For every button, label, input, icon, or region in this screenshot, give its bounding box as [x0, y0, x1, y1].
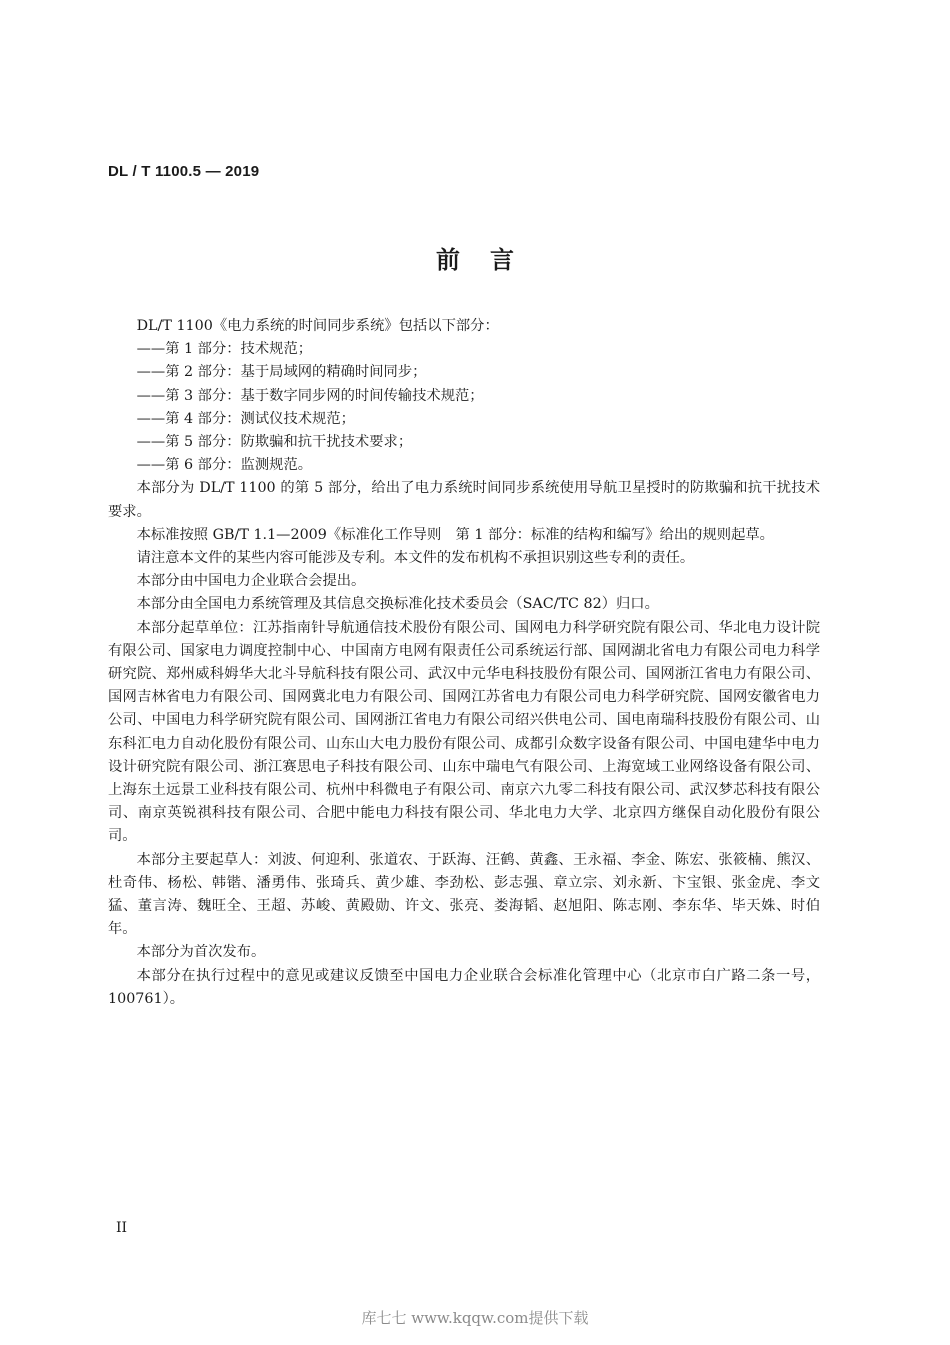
scope-paragraph: 本部分为 DL/T 1100 的第 5 部分，给出了电力系统时间同步系统使用导航卫星授时的防欺骗和抗干扰技术要求。	[108, 480, 820, 520]
drafters-paragraph: 本部分主要起草人：刘波、何迎利、张道农、于跃海、汪鹤、黄鑫、王永福、李金、陈宏、张筱楠、熊汉、杜奇伟、杨松、韩锴、潘勇伟、张琦兵、黄少雄、李劲松、彭志强、章立宗、刘永新、卞宝银、张金虎、李文猛、董言涛、魏旺全、王超、苏峻、黄殿勋、许文、张亮、娄海韬、赵旭阳、陈志刚、李东华、毕天姝、时伯年。	[108, 851, 820, 938]
foreword-body	[108, 315, 820, 1011]
page-number: II	[116, 1220, 128, 1236]
drafting-units-paragraph: 本部分起草单位：江苏指南针导航通信技术股份有限公司、国网电力科学研究院有限公司、华北电力设计院有限公司、国家电力调度控制中心、中国南方电网有限责任公司系统运行部、国网湖北省电力有限公司电力科学研究院、郑州威科姆华大北斗导航科技有限公司、武汉中元华电科技股份有限公司、国网浙江省电力有限公司、国网吉林省电力有限公司、国网冀北电力有限公司、国网江苏省电力有限公司电力科学研究院、国网安徽省电力公司、中国电力科学研究院有限公司、国网浙江省电力有限公司绍兴供电公司、国电南瑞科技股份有限公司、山东科汇电力自动化股份有限公司、山东山大电力股份有限公司、成都引众数字设备有限公司、中国电建华中电力设计研究院有限公司、浙江赛思电子科技有限公司、山东中瑞电气有限公司、上海宽域工业网络设备有限公司、上海东土远景工业科技有限公司、杭州中科微电子有限公司、南京六九零二科技有限公司、武汉梦芯科技有限公司、南京英锐祺科技有限公司、合肥中能电力科技有限公司、华北电力大学、北京四方继保自动化股份有限公司。	[108, 619, 820, 845]
document-code-header: DL / T 1100.5 — 2019	[108, 163, 260, 180]
part-list-item-2: ——第 2 部分：基于局域网的精确时间同步；	[136, 364, 427, 381]
drafting-rules-paragraph: 本标准按照 GB/T 1.1—2009《标准化工作导则 第 1 部分：标准的结构和编写》给出的规则起草。	[136, 526, 774, 543]
proposer-paragraph: 本部分由中国电力企业联合会提出。	[136, 573, 366, 590]
part-list-item-5: ——第 5 部分：防欺骗和抗干扰技术要求；	[136, 434, 413, 451]
part-list-item-1: ——第 1 部分：技术规范；	[136, 341, 313, 358]
committee-paragraph: 本部分由全国电力系统管理及其信息交换标准化技术委员会（SAC/TC 82）归口。	[136, 596, 659, 613]
feedback-paragraph: 本部分在执行过程中的意见或建议反馈至中国电力企业联合会标准化管理中心（北京市白广路二条一号，100761）。	[108, 967, 820, 1007]
page-title: 前言	[436, 246, 544, 274]
part-list-item-4: ——第 4 部分：测试仪技术规范；	[136, 410, 355, 427]
patent-notice-paragraph: 请注意本文件的某些内容可能涉及专利。本文件的发布机构不承担识别这些专利的责任。	[136, 550, 695, 567]
download-watermark-footer: 库七七 www.kqqw.com提供下载	[361, 1309, 589, 1327]
part-list-item-3: ——第 3 部分：基于数字同步网的时间传输技术规范；	[136, 387, 484, 404]
intro-paragraph: DL/T 1100《电力系统的时间同步系统》包括以下部分：	[136, 318, 499, 334]
first-release-paragraph: 本部分为首次发布。	[136, 944, 266, 961]
part-list-item-6: ——第 6 部分：监测规范。	[136, 457, 313, 474]
